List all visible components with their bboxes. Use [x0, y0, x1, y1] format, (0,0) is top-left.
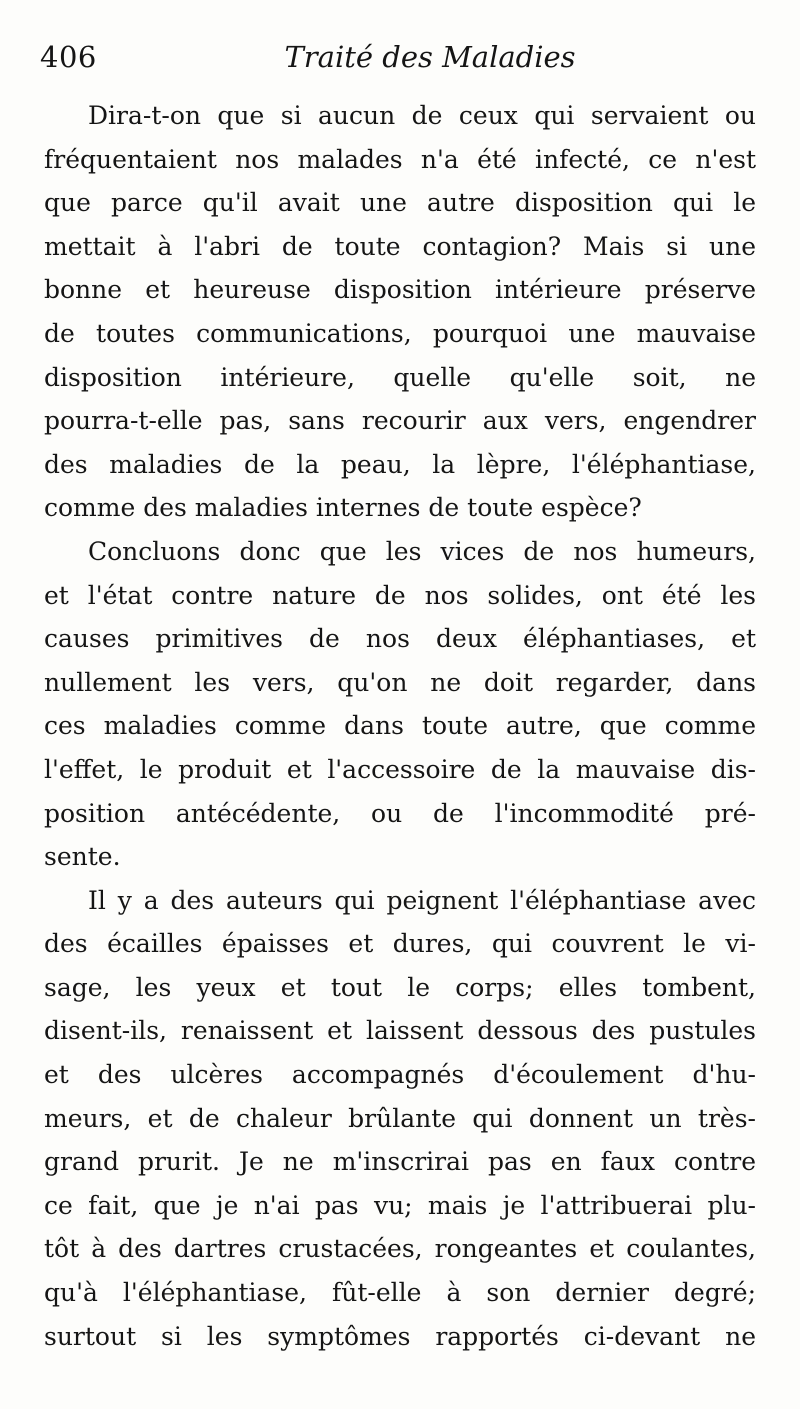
text-line: fréquentaient nos malades n'a été infecté, ce n'est — [44, 144, 756, 174]
text-line: pourra-t-elle pas, sans recourir aux vers, engendrer — [44, 406, 756, 436]
text-line: Concluons donc que les vices de nos humeurs, — [88, 536, 756, 566]
body-text — [44, 94, 756, 1358]
text-line: disposition intérieure, quelle qu'elle soit, ne — [44, 362, 756, 392]
text-line: sente. — [44, 842, 121, 872]
text-line: meurs, et de chaleur brûlante qui donnent un très- — [44, 1103, 756, 1133]
text-line: disent-ils, renaissent et laissent dessous des pustules — [44, 1016, 756, 1046]
text-line: et des ulcères accompagnés d'écoulement d'hu- — [44, 1060, 756, 1090]
text-line: que parce qu'il avait une autre disposition qui le — [44, 188, 756, 218]
text-line: position antécédente, ou de l'incommodité pré- — [44, 798, 756, 828]
text-line: causes primitives de nos deux éléphantiases, et — [44, 624, 756, 654]
text-line: surtout si les symptômes rapportés ci-devant ne — [44, 1321, 756, 1351]
text-line: l'effet, le produit et l'accessoire de la mauvaise dis- — [44, 754, 756, 784]
text-line: et l'état contre nature de nos solides, ont été les — [44, 580, 756, 610]
text-line: mettait à l'abri de toute contagion? Mais si une — [44, 231, 756, 261]
text-line: des écailles épaisses et dures, qui couvrent le vi- — [44, 929, 756, 959]
text-line: nullement les vers, qu'on ne doit regarder, dans — [44, 667, 756, 697]
text-line: bonne et heureuse disposition intérieure préserve — [44, 275, 756, 305]
text-line: Dira-t-on que si aucun de ceux qui servaient ou — [88, 101, 756, 130]
running-title: Traité des Maladies — [284, 40, 576, 74]
text-line: des maladies de la peau, la lèpre, l'éléphantiase, — [44, 449, 756, 479]
page-number: 406 — [40, 40, 97, 74]
text-line: ce fait, que je n'ai pas vu; mais je l'attribuerai plu- — [44, 1190, 756, 1220]
text-line: ces maladies comme dans toute autre, que comme — [44, 711, 756, 741]
text-line: qu'à l'éléphantiase, fût-elle à son dernier degré; — [44, 1278, 756, 1308]
text-line: Il y a des auteurs qui peignent l'éléphantiase avec — [88, 885, 756, 915]
text-line: de toutes communications, pourquoi une mauvaise — [44, 318, 756, 348]
text-line: comme des maladies internes de toute espèce? — [44, 493, 642, 523]
text-line: grand prurit. Je ne m'inscrirai pas en faux contre — [44, 1147, 756, 1177]
page-header — [40, 40, 760, 84]
text-line: tôt à des dartres crustacées, rongeantes et coulantes, — [44, 1234, 756, 1264]
text-line: sage, les yeux et tout le corps; elles tombent, — [44, 972, 756, 1002]
